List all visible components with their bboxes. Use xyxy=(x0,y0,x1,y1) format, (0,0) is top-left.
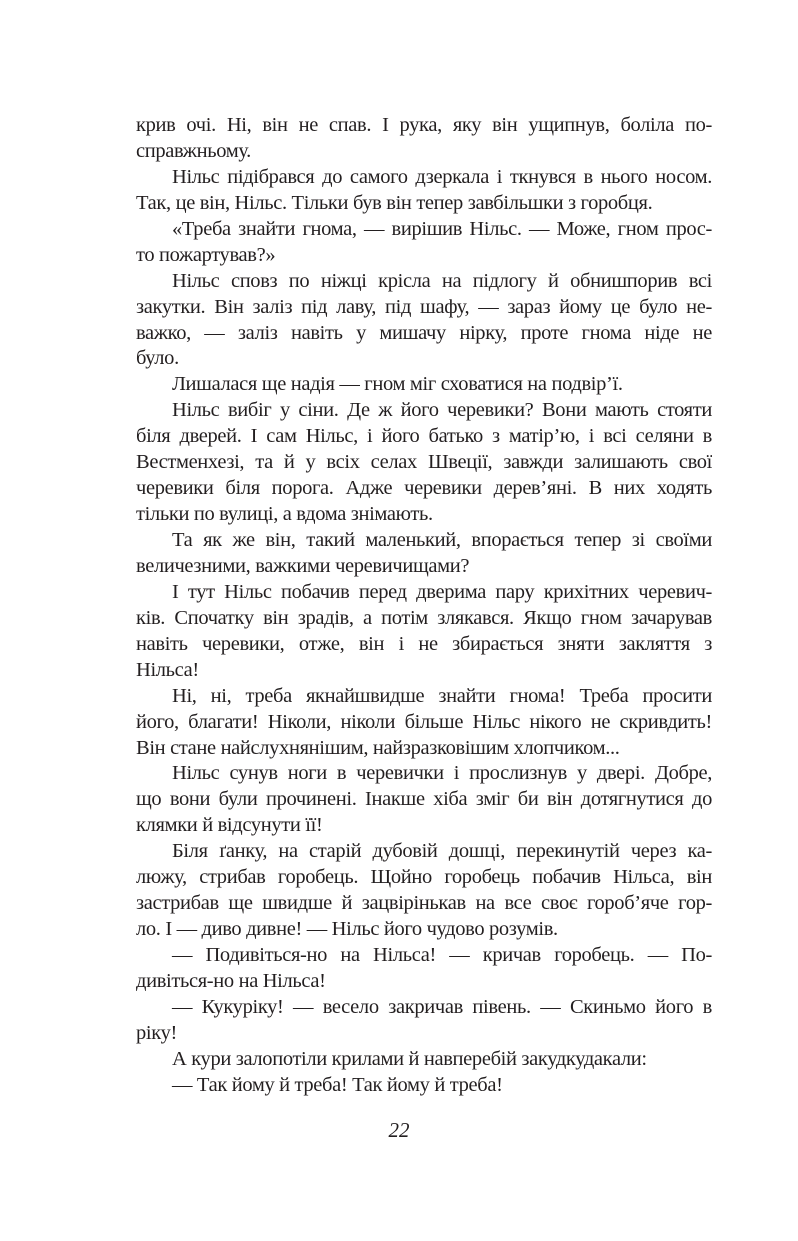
text-line: Лишалася ще надія — гном міг сховатися на подвір’ї. xyxy=(172,373,623,396)
text-line: Нільс сповз по ніжці крісла на підлогу й обнишпорив всі xyxy=(172,269,712,292)
text-line: ків. Спочатку він зрадів, а потім злякався. Якщо гном зачарував xyxy=(136,606,712,629)
text-line: Біля ґанку, на старій дубовій дошці, перекинутій через ка- xyxy=(172,840,712,863)
text-line: Так, це він, Нільс. Тільки був він тепер завбільшки з горобця. xyxy=(136,191,653,214)
text-line: люжу, стрибав горобець. Щойно горобець побачив Нільса, він xyxy=(136,866,712,889)
text-line: закутки. Він заліз під лаву, під шафу, — зараз йому це було не- xyxy=(136,295,712,318)
text-line: І тут Нільс побачив перед дверима пару крихітних черевич- xyxy=(172,580,712,603)
text-line: важко, — заліз навіть у мишачу нірку, проте гнома ніде не xyxy=(136,321,712,344)
text-line: що вони були прочинені. Інакше хіба зміг би він дотягнутися до xyxy=(136,788,712,811)
text-line: біля дверей. І сам Нільс, і його батько з матір’ю, і всі селяни в xyxy=(136,425,712,448)
text-line: клямки й відсунути її! xyxy=(136,814,323,837)
text-line: «Треба знайти гнома, — вирішив Нільс. — Може, гном прос- xyxy=(172,217,712,240)
text-line: Він стане найслухнянішим, найзразковішим хлопчиком... xyxy=(136,736,620,759)
text-line: — Подивіться-но на Нільса! — кричав горобець. — По- xyxy=(172,944,712,966)
text-line: дивіться-но на Нільса! xyxy=(136,969,326,992)
text-line: його, благати! Ніколи, ніколи більше Нільс нікого не скривдить! xyxy=(136,710,712,733)
text-line: Нільс сунув ноги в черевички і прослизнув у двері. Добре, xyxy=(172,762,712,785)
text-line: застрибав ще швидше й зацвірінькав на все своє гороб’яче гор- xyxy=(136,892,712,915)
text-line: — Кукуріку! — весело закричав півень. — Скиньмо його в xyxy=(172,995,712,1018)
text-line: було. xyxy=(136,347,179,370)
text-line: справжньому. xyxy=(136,139,251,162)
page-body-text xyxy=(136,113,712,1099)
text-line: черевики біля порога. Адже черевики дерев’яні. В них ходять xyxy=(136,477,712,500)
text-line: — Так йому й треба! Так йому й треба! xyxy=(172,1073,503,1096)
text-line: Нільс підібрався до самого дзеркала і ткнувся в нього носом. xyxy=(172,165,712,188)
text-line: Вестменхезі, та й у всіх селах Швеції, завжди залишають свої xyxy=(136,451,712,474)
text-line: А кури залопотіли крилами й навперебій закудкудакали: xyxy=(172,1047,647,1070)
text-line: навіть черевики, отже, він і не збирається зняти закляття з xyxy=(136,632,712,655)
text-line: величезними, важкими черевичищами? xyxy=(136,554,470,577)
text-line: Ні, ні, треба якнайшвидше знайти гнома! Треба просити xyxy=(172,684,712,707)
text-line: ло. І — диво дивне! — Нільс його чудово розумів. xyxy=(136,918,558,941)
page-number: 22 xyxy=(388,1118,410,1142)
text-line: то пожартував?» xyxy=(136,243,276,266)
text-line: Нільс вибіг у сіни. Де ж його черевики? Вони мають стояти xyxy=(172,399,712,422)
text-line: ріку! xyxy=(136,1021,177,1044)
text-line: крив очі. Ні, він не спав. І рука, яку він ущипнув, боліла по- xyxy=(136,114,712,136)
text-line: Та як же він, такий маленький, впорається тепер зі своїми xyxy=(172,529,712,551)
text-line: Нільса! xyxy=(136,658,199,681)
text-line: тільки по вулиці, а вдома знімають. xyxy=(136,503,433,526)
